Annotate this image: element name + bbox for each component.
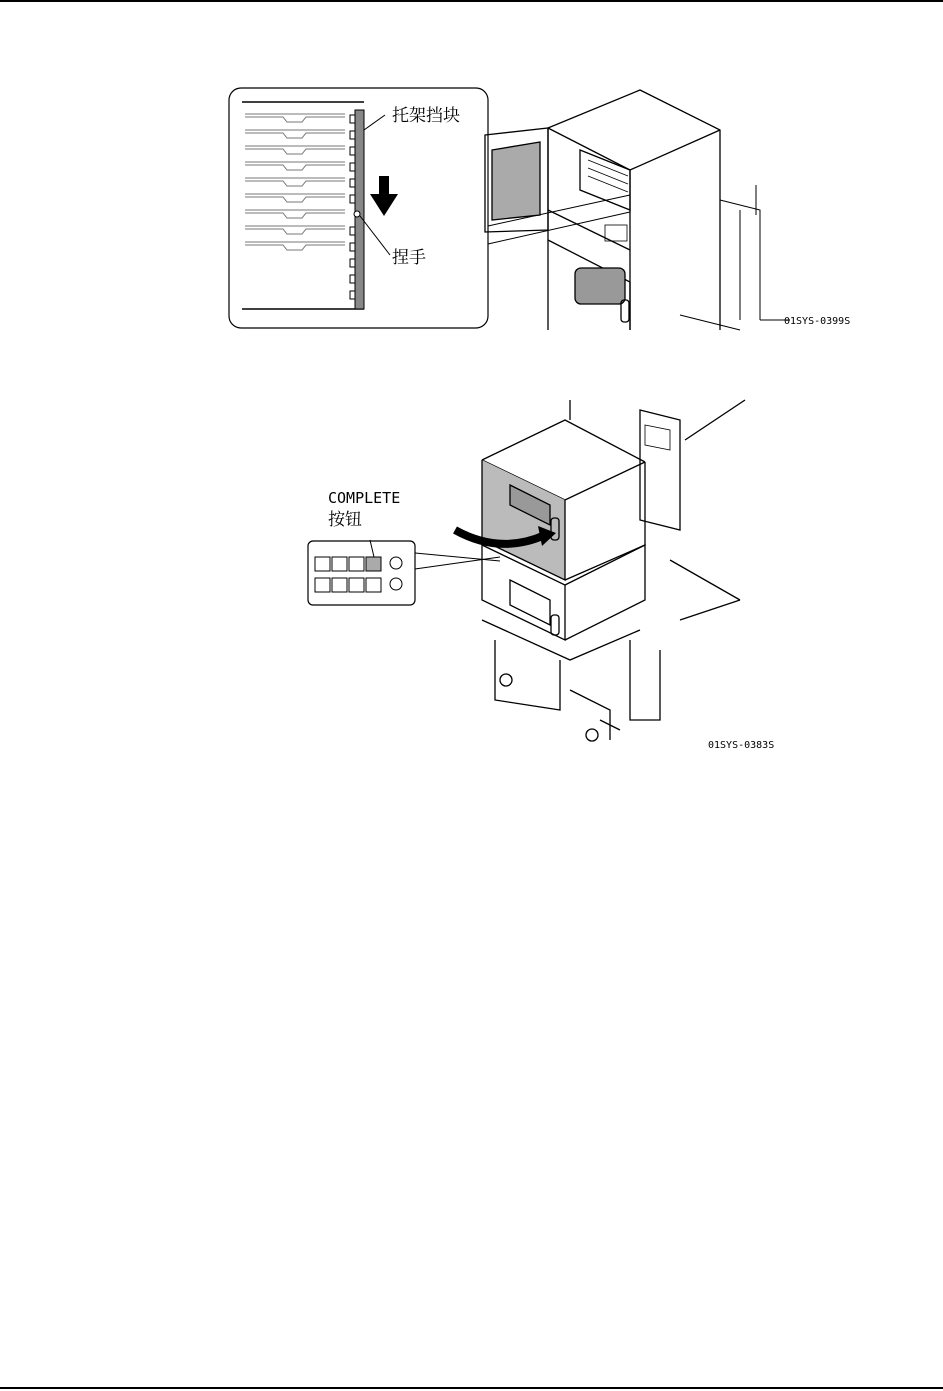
complete-button-label-en: COMPLETE bbox=[328, 489, 401, 507]
tray-stopper-label: 托架挡块 bbox=[392, 106, 460, 126]
complete-button-label-cn: 按钮 bbox=[328, 510, 362, 530]
figure-2-code: 01SYS-0383S bbox=[708, 740, 775, 751]
figure-1-code: 01SYS-0399S bbox=[784, 316, 851, 327]
handle-label: 捏手 bbox=[392, 248, 426, 268]
page-bottom-rule bbox=[0, 1387, 943, 1389]
button-panel-inset bbox=[308, 541, 415, 605]
complete-button bbox=[366, 557, 381, 571]
machine-outline-2 bbox=[482, 400, 745, 741]
